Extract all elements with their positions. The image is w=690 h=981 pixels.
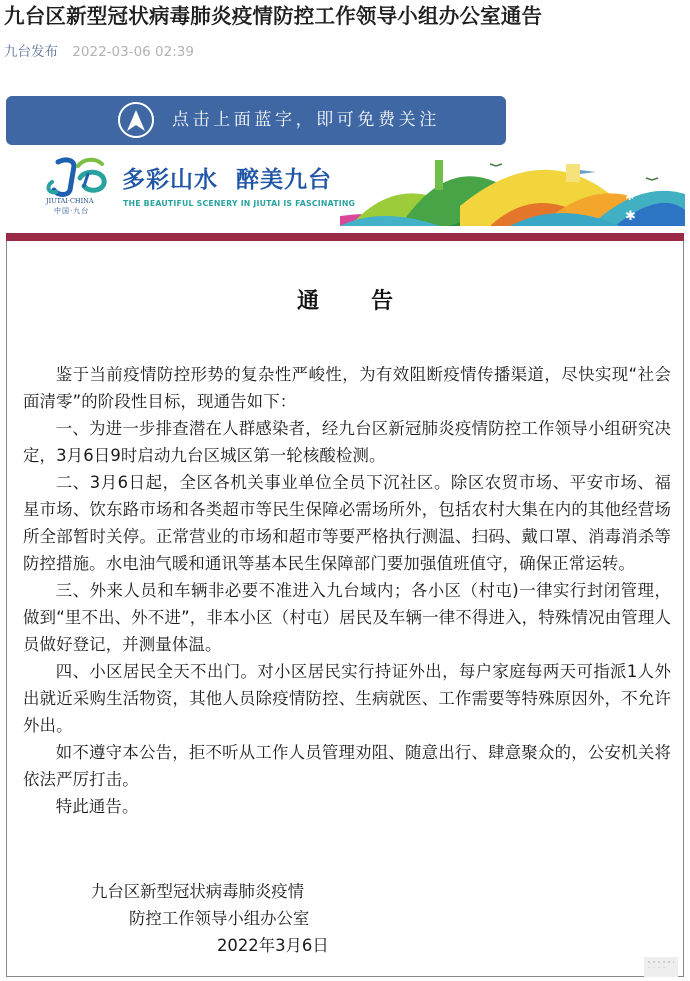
dots-icon bbox=[648, 961, 674, 963]
brand-slogan: 多彩山水 醉美九台 bbox=[122, 167, 333, 193]
notice-paragraph-4: 四、小区居民全天不出门。对小区居民实行持证外出，每户家庭每两天可指派1人外出就近采购生活物资，其他人员除疫情防控、生病就医、工作需要等特殊原因外，不允许外出。 bbox=[23, 662, 671, 735]
notice-paragraph-closing: 特此通告。 bbox=[55, 797, 139, 816]
up-arrow-circle-icon bbox=[118, 102, 154, 138]
notice-paragraph-3: 三、外来人员和车辆非必要不准进入九台域内；各小区（村屯)一律实行封闭管理，做到“里不出、外不进”，非本小区（村屯）居民及车辆一律不得进入，特殊情况由管理人员做好登记，并测量体温。 bbox=[23, 581, 671, 654]
notice-accent-bar bbox=[6, 233, 684, 241]
dots-icon bbox=[648, 967, 666, 968]
author-link[interactable]: 九台发布 bbox=[4, 44, 58, 60]
publish-date: 2022-03-06 02:39 bbox=[72, 44, 194, 60]
landscape-illustration-icon bbox=[340, 150, 690, 226]
article-meta bbox=[4, 42, 194, 62]
brand-subtitle: THE BEAUTIFUL SCENERY IN JIUTAI IS FASCINATING bbox=[123, 199, 356, 208]
brand-banner bbox=[0, 150, 690, 226]
corner-widget[interactable] bbox=[644, 957, 678, 977]
notice-heading: 通告 bbox=[296, 288, 445, 314]
logo-chinese-text: 中国·九台 bbox=[54, 207, 90, 215]
follow-banner[interactable] bbox=[6, 96, 506, 145]
notice-body bbox=[23, 361, 671, 820]
logo-english-text: JIUTAI·CHINA bbox=[46, 197, 94, 205]
svg-text:✱: ✱ bbox=[625, 190, 635, 203]
notice-paragraph-warning: 如不遵守本公告，拒不听从工作人员管理劝阻、随意出行、肆意聚众的，公安机关将依法严厉打击。 bbox=[23, 743, 671, 789]
article-title: 九台区新型冠状病毒肺炎疫情防控工作领导小组办公室通告 bbox=[4, 4, 543, 28]
notice-paragraph-intro: 鉴于当前疫情防控形势的复杂性严峻性，为有效阻断疫情传播渠道，尽快实现“社会面清零”的阶段性目标，现通告如下： bbox=[23, 365, 671, 411]
svg-text:✱: ✱ bbox=[625, 209, 636, 224]
jiutai-logo bbox=[44, 156, 110, 220]
notice-paragraph-1: 一、为进一步排查潜在人群感染者，经九台区新冠肺炎疫情防控工作领导小组研究决定，3月6日9时启动九台区城区第一轮核酸检测。 bbox=[23, 419, 671, 465]
follow-banner-label: 点击上面蓝字，即可免费关注 bbox=[172, 110, 440, 130]
signature-line-1: 九台区新型冠状病毒肺炎疫情 bbox=[91, 882, 305, 901]
notice-box bbox=[6, 233, 684, 977]
notice-paragraph-2: 二、3月6日起，全区各机关事业单位全员下沉社区。除区农贸市场、平安市场、福星市场、饮东路市场和各类超市等民生保障必需场所外，包括农村大集在内的其他经营场所全部暂时关停。正常营业的市场和超市等要严格执行测温、扫码、戴口罩、消毒消杀等防控措施。水电油气暖和通讯等基本民生保障部门要加强值班值守，确保正常运转。 bbox=[23, 473, 671, 573]
jiutai-logo-mark-icon bbox=[44, 156, 110, 198]
signature-line-2: 防控工作领导小组办公室 bbox=[129, 909, 310, 928]
signature-date: 2022年3月6日 bbox=[217, 936, 329, 955]
